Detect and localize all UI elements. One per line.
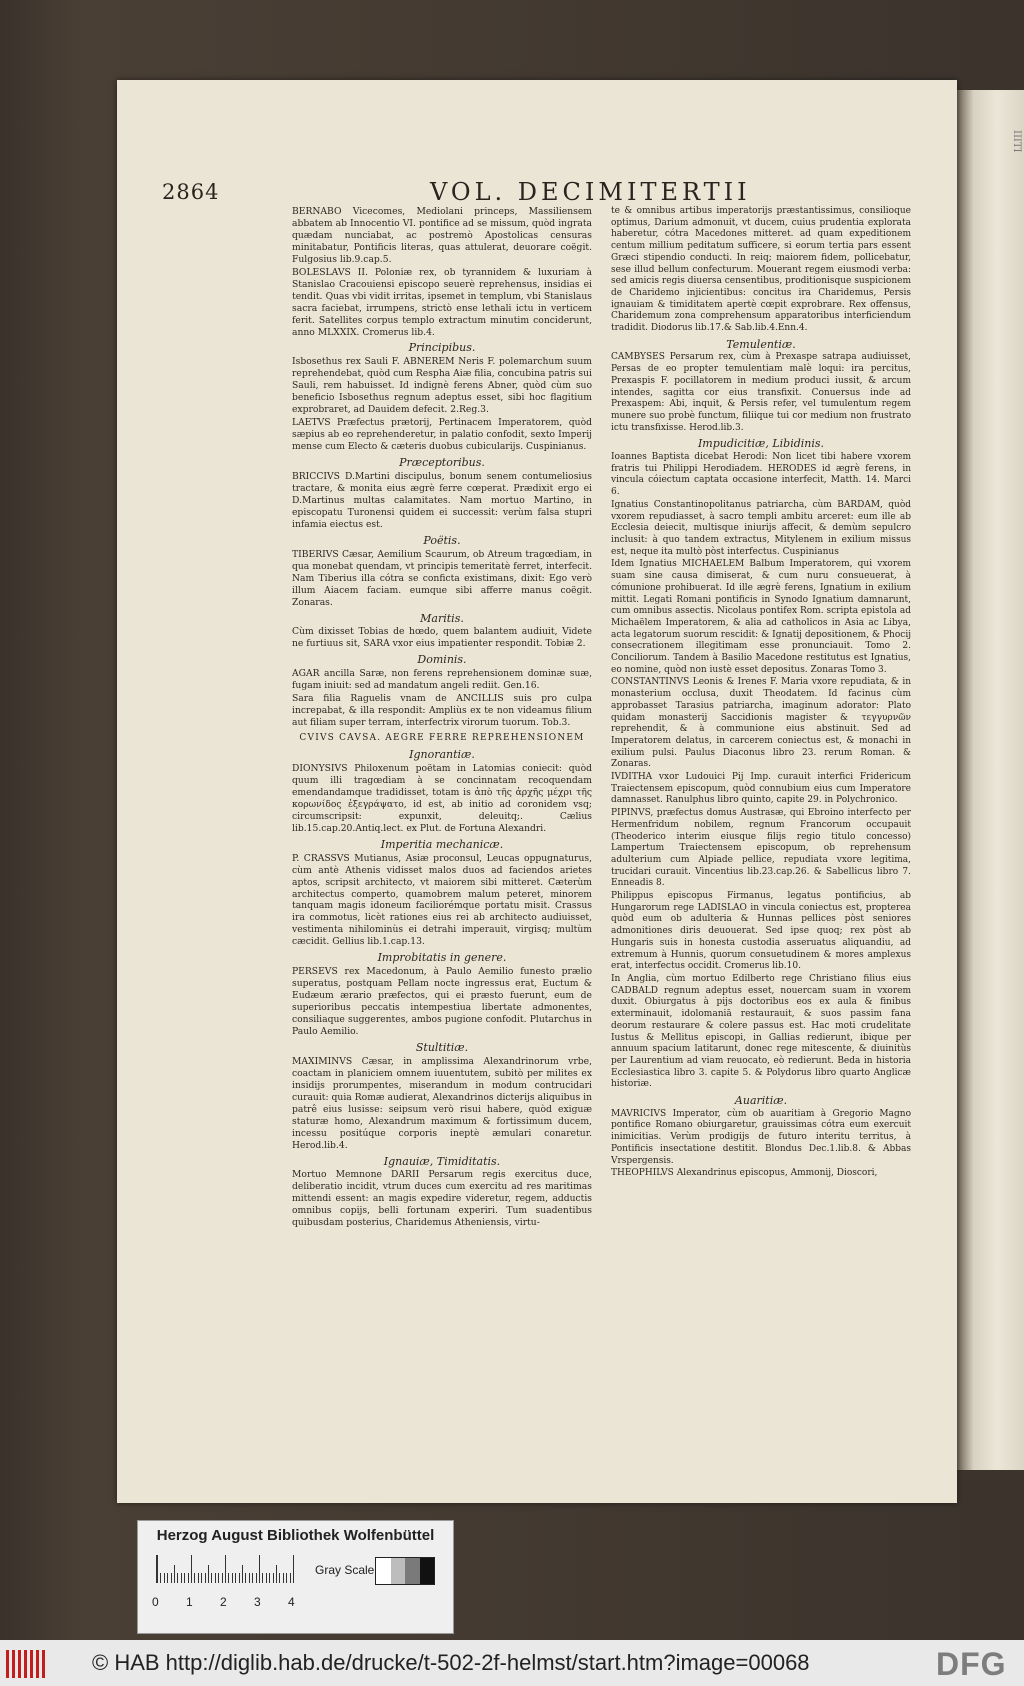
section-heading: Maritis.: [420, 611, 464, 625]
ruler-tick: [286, 1573, 287, 1583]
paragraph: DIONYSIVS Philoxenum poëtam in Latomias coniecit: quòd quum illi tragœdiam à se concinnatam recoquendam emendandamque tradidisset, totam is ἀπὸ τῆς ἀρχῆς μέχρι τῆς κορωνίδος ἐξεγράψατο, id est, ab initio ad coronidem vsq; circumscripsit: expunxit, deleuitq;. Cælius lib.15.cap.20.Antiq.lect. ex Plut. de Fortuna Alexandri.: [292, 762, 592, 834]
paragraph: te & omnibus artibus imperatorijs præstantissimus, consilioque optimus, Darium admonuit, vt ducem, cuius prudentia explorata haberetur, cótra Macedones mitteret. ad quam expeditionem centum millium peditatum sufficere, si eorum tertia pars essent Græci stipendio conducti. In reiq; maiorem fidem, pollicebatur, sese illud bellum confecturum. Mouerant regem eiusmodi verba: sed amicis regis diuersa censentibus, proditionisque suspicionem de Charidemo injicientibus: concitus ira Charidemus, Persis ignauiam & timiditatem apertè cœpit exprobrare. Rex offensus, Charidemum zona comprehensum apparatoribus interficiendum tradidit. Diodorus lib.17.& Sab.lib.4.Enn.4.: [611, 206, 911, 334]
gray-step: [376, 1558, 391, 1584]
ruler-tick: [164, 1573, 165, 1583]
section-heading: Auaritiæ.: [734, 1094, 788, 1108]
ruler-tick: [205, 1573, 206, 1583]
gray-scale-label: Gray Scale: [315, 1563, 375, 1577]
section-heading: Præceptoribus.: [399, 456, 485, 470]
ruler-tick: [225, 1555, 226, 1583]
ruler-tick: [201, 1573, 202, 1583]
paragraph: Sara filia Raguelis vnam de ANCILLIS suis pro culpa increpabat, & illa respondit: Ampliùs ex te non videamus filium aut filiam super terram, interfectrix virorum tuorum. Tob.3.: [292, 693, 592, 729]
ruler-tick: [181, 1573, 182, 1583]
paragraph: Cùm dixisset Tobias de hœdo, quem balantem audiuit, Videte ne furtiuus sit, SARA vxor eius impatienter respondit. Tobiæ 2.: [292, 626, 592, 650]
text-column-left: [292, 206, 592, 1230]
text-column-right: [611, 206, 911, 1181]
ruler-tick: [252, 1573, 253, 1583]
paragraph: BRICCIVS D.Martini discipulus, bonum senem contumeliosius tractare, & monita eius ægrè ferre cœperat. Prædixit ergo ei D.Martinus multas calamitates. Nam mortuo Martino, in episcopatu Turonensi quidem ei successit: verùm falsa stupri infamia eiectus est.: [292, 471, 592, 530]
page-number: 2864: [162, 180, 220, 204]
ruler-tick: [279, 1573, 280, 1583]
ruler-tick: [177, 1573, 178, 1583]
paragraph: Mortuo Memnone DARII Persarum regis exercitus duce, deliberatio incidit, vtrum duces cum exercitu ad res maritimas mittendi essent: an magis expedire videretur, regem, adductis omnibus copijs, belli fortunam experiri. Tum suadentibus quibusdam posterius, Charidemus Atheniensis, virtu-: [292, 1169, 592, 1229]
ruler-tick: [249, 1573, 250, 1583]
ruler-tick: [290, 1573, 291, 1583]
ruler-tick: [167, 1573, 168, 1583]
ruler-tick: [194, 1573, 195, 1583]
gray-step: [405, 1558, 420, 1584]
section-heading: Ignorantiæ.: [409, 748, 475, 762]
ruler-tick: [262, 1573, 263, 1583]
section-heading: Impudicitiæ, Libidinis.: [697, 437, 825, 451]
section-heading: Principibus.: [408, 341, 476, 355]
ruler-tick: [211, 1573, 212, 1583]
ruler-tick: [184, 1573, 185, 1583]
ruler-tick: [188, 1573, 189, 1583]
library-name: Herzog August Bibliothek Wolfenbüttel: [156, 1527, 435, 1544]
paragraph: IVDITHA vxor Ludouici Pij Imp. curauit interfici Fridericum Traiectensem episcopum, quòd connubium eius cum Imperatore damnasset. Ranulphus libro quinto, capite 29. in Polychronico.: [611, 772, 911, 806]
paragraph: In Anglia, cùm mortuo Edilberto rege Christiano filius eius CADBALD regnum adeptus esset, nouercam suam in vxorem duxit. Obiurgatus à pijs doctoribus eos ex aula & finibus exterminauit, idolomaniā restaurauit, & suos passim fana deorum restaurare & colere passus est. Hac moti crudelitate Iustus & Mellitus episcopi, in Gallias redierunt, ibique per annuum spacium latitarunt, donec rege mitescente, & diuinitùs per Laurentium ad viam reuocato, eò redierunt. Beda in historia Ecclesiastica libro 3. capite 5. & Polydorus libro quarto Anglicæ historiæ.: [611, 974, 911, 1090]
paragraph: Isbosethus rex Sauli F. ABNEREM Neris F. polemarchum suum reprehendebat, quòd cum Respha Aiæ filia, concubina patris sui Sauli, rem habuisset. Id indignè ferens Abner, quòd cùm suo beneficio Isbosethus regnum adeptus esset, sibi hoc flagitium exprobraret, ad Dauidem defecit. 2.Reg.3.: [292, 356, 592, 416]
ruler-tick: [228, 1573, 229, 1583]
hab-logo-icon: [6, 1650, 46, 1678]
ruler-tick: [160, 1573, 161, 1583]
gray-step: [391, 1558, 406, 1584]
paragraph: BOLESLAVS II. Poloniæ rex, ob tyrannidem & luxuriam à Stanislao Cracouiensi episcopo seuerè reprehensus, insidias ei tendit. Quas vbi vidit irritas, ipsemet in templum, vbi Stanislaus sacra faciebat, irrumpens, strictò ense lethali ictu in verticem ferit. Satellites corpus templo extractum minutim conciderunt, anno MLXXIX. Cromerus lib.4.: [292, 266, 592, 338]
ruler-tick: [232, 1573, 233, 1583]
ruler-number: 4: [288, 1595, 295, 1609]
paragraph: P. CRASSVS Mutianus, Asiæ proconsul, Leucas oppugnaturus, cùm antè Athenis vidisset malos duos ad faciendos arietes aptos, scripsit architecto, vt maiorem sibi mitteret. Cæterùm architectus comperto, quamobrem malum peteret, minorem tanquam magis idoneum faciliorémque portatu misit. Crassus ira commotus, licèt rationes eius rei ab architecto audiuisset, vestimenta nihilominùs ei detrahi imperauit, virgisq; multùm cæcidit. Gellius lib.1.cap.13.: [292, 852, 592, 948]
paragraph: Ioannes Baptista dicebat Herodi: Non licet tibi habere vxorem fratris tui Philippi Herodiadem. HERODES id ægrè ferens, in vincula cóiectum captata occasione interfecit, Matth. 14. Marci 6.: [611, 452, 911, 498]
ruler-tick: [174, 1565, 175, 1583]
section-heading: Ignauiæ, Timiditatis.: [383, 1154, 501, 1168]
ruler-tick: [198, 1573, 199, 1583]
ruler-tick: [242, 1565, 243, 1583]
paragraph: MAVRICIVS Imperator, cùm ob auaritiam à Gregorio Magno pontifice Romano obiurgaretur, grauissimas cótra eum exercuit inimicitias. Verùm prodigijs de futuro interitu territus, à Pontificis insectatione destitit. Blondus Dec.1.lib.8. & Abbas Vrspergensis.: [611, 1108, 911, 1166]
ruler-tick: [222, 1573, 223, 1583]
scale-ruler: [156, 1555, 287, 1583]
adjacent-page-edge: [957, 90, 1024, 1470]
section-heading: Temulentiæ.: [726, 337, 796, 351]
ruler-tick: [283, 1573, 284, 1583]
ruler-numbers: [152, 1595, 312, 1609]
adjacent-page-text: IIITI: [1011, 130, 1022, 153]
paragraph: Ignatius Constantinopolitanus patriarcha, cùm BARDAM, quòd vxorem repudiasset, à sacro templi ambitu arceret: eum ille ab Ecclesia deiecit, multisque iniurijs affecit, & demùm sepulcro inclusit: à quo tandem extractus, Mitylenem in exilium missus est, neque ita multò pòst interfectus. Cuspinianus: [611, 499, 911, 557]
paragraph: TIBERIVS Cæsar, Aemilium Scaurum, ob Atreum tragœdiam, in qua monebat quendam, vt principis temeritatè ferret, interfecit. Nam Tiberius illa cótra se conficta existimans, dixit: Ego verò illum Aiacem faciam. eumque sibi afferre manus coëgit. Zonaras.: [292, 548, 592, 608]
page-header: [162, 178, 822, 208]
ruler-tick: [235, 1573, 236, 1583]
ruler-number: 1: [186, 1595, 193, 1609]
section-heading: Poëtis.: [423, 533, 461, 547]
paragraph: MAXIMINVS Cæsar, in amplissima Alexandrinorum vrbe, coactam in planiciem omnem iuuentutem, subitò per milites ex insidijs prorumpentes, miserandum in modum contrucidari curauit: quia Romæ audierat, Alexandrinos dicterijs aliquibus in patrê eius lusisse: seipsum verò risui habere, quòd exiguæ staturæ homo, Alexandrum maximum & fortissimum ducem, incessu positúque corporis ineptè æmulari conaretur. Herod.lib.4.: [292, 1055, 592, 1151]
ruler-tick: [276, 1565, 277, 1583]
paragraph: CAMBYSES Persarum rex, cùm à Prexaspe satrapa audiuisset, Persas de eo propter temulentiam malè loqui: ira percitus, Prexaspis F. pocillatorem in medium produci iussit, & arcum intendes, sagitta cor eius transfixit. Conuersus inde ad Prexaspem: Abi, inquit, & Persis refer, vel tumulentum regem munere suo probè functum, filiique tui cor medium non frustrato ictu transfixisse. Herod.lib.3.: [611, 352, 911, 433]
ruler-tick: [256, 1573, 257, 1583]
footer-copyright-url: © HAB http://diglib.hab.de/drucke/t-502-2f-helmst/start.htm?image=00068: [92, 1650, 810, 1675]
ruler-tick: [293, 1555, 294, 1583]
ruler-number: 3: [254, 1595, 261, 1609]
ruler-tick: [266, 1573, 267, 1583]
ruler-tick: [269, 1573, 270, 1583]
gray-scale-swatch: [375, 1557, 435, 1585]
footer-bar: [0, 1640, 1024, 1686]
ruler-number: 0: [152, 1595, 159, 1609]
dfg-logo: DFG: [936, 1646, 1007, 1682]
paragraph: PERSEVS rex Macedonum, à Paulo Aemilio funesto prælio superatus, postquam Pellam nocte ingressus erat, Euctum & Eudæum ærario præfectos, qui ei præsto fuerunt, eum de superioribus peccatis intempestiua libertate admonentes, consiliaque suggerentes, ambos pugione confodit. Plutarchus in Paulo Aemilio.: [292, 966, 592, 1037]
ruler-tick: [273, 1573, 274, 1583]
paragraph: THEOPHILVS Alexandrinus episcopus, Ammonij, Dioscori,: [611, 1168, 878, 1179]
ruler-tick: [191, 1555, 192, 1583]
ruler-tick: [218, 1573, 219, 1583]
paragraph: Philippus episcopus Firmanus, legatus pontificius, ab Hungarorum rege LADISLAO in vincula coniectus est, propterea quòd eum ob adulteria & Hunnas pellices pòst seniores admonitiones diris deuouerat. Sed ipse quoq; rex pòst ab Hungaris suis in honesta custodia asseruatus aliquandiu, ad extremum à Hunnis, quorum consuetudinem & mores amplexus erat, interfectus occidit. Cromerus lib.10.: [611, 891, 911, 972]
ruler-tick: [208, 1565, 209, 1583]
chapter-heading: CVIVS CAVSA. AEGRE FERRE REPREHENSIONEM: [299, 733, 585, 744]
running-head: VOL. DECIMITERTII: [430, 178, 751, 206]
paragraph: BERNABO Vicecomes, Mediolani princeps, Massiliensem abbatem ab Innocentio VI. pontifice ad se missum, quòd ingrata quædam nunciabat, ac postremò Apostolicas censuras minitabatur, Pontificis literas, quas attulerat, deuorare coëgit. Fulgosius lib.9.cap.5.: [292, 206, 592, 265]
gray-step: [420, 1558, 435, 1584]
ruler-number: 2: [220, 1595, 227, 1609]
section-heading: Stultitiæ.: [415, 1040, 469, 1054]
library-calibration-card: [137, 1520, 454, 1634]
section-heading: Improbitatis in genere.: [377, 951, 507, 965]
ruler-tick: [239, 1573, 240, 1583]
section-heading: Imperitia mechanicæ.: [380, 837, 504, 851]
paragraph: PIPINVS, præfectus domus Austrasæ, qui Ebroino interfecto per Hermenfridum nobilem, regnum Francorum occupauit (Theoderico interim eiusque filijs regio titulo concesso) Lampertum Traiectensem episcopum, ob reprehensum adulterium cum Alpiade pellice, repudiata vxore legitima, trucidari curauit. Vincentius lib.23.cap.26. & Sabellicus libro 7. Enneadis 8.: [611, 808, 911, 889]
ruler-tick: [259, 1555, 260, 1583]
section-heading: Dominis.: [417, 653, 467, 667]
paragraph: Idem Ignatius MICHAELEM Balbum Imperatorem, qui vxorem suam sine causa dimiserat, & cum nuru consueuerat, à cómunione prohibuerat. Id ille ægrè ferens, Ignatium in exilium mittit. Legati Romani pontificis in Synodo Ignatium damnarunt, cum omnibus assectis. Nicolaus pontifex Rom. scripta epistola ad Michaëlem Imperatorem, & alia ad catholicos in Asia ac Libya, acta legatorum suorum rescidit: & Ignatij depositionem, & Phocij consecrationem illegitimam esse pronunciauit. Tomo 2. Conciliorum. Tandem à Basilio Macedone restitutus est Ignatius, eo nomine, quòd non iustè esset depositus. Zonaras Tomo 3.: [611, 559, 911, 675]
ruler-tick: [157, 1555, 158, 1583]
paragraph: CONSTANTINVS Leonis & Irenes F. Maria vxore repudiata, & in monasterium occlusa, duxit Theodatem. Id facinus cùm approbasset Tarasius patriarcha, imaginum adorator: Plato quidam monasterij Saccidionis magister & τεγγυρνῶν reprehendit, & à communione eius abstinuit. Sed ad Imperatorem delatus, in carcerem coniectus est, & monachi in exilium pulsi. Paulus Diaconus libro 23. rerum Roman. & Zonaras.: [611, 677, 911, 770]
ruler-tick: [215, 1573, 216, 1583]
paragraph: AGAR ancilla Saræ, non ferens reprehensionem dominæ suæ, fugam iniuit: sed ad mandatum angeli rediit. Gen.16.: [292, 668, 592, 692]
ruler-tick: [171, 1573, 172, 1583]
ruler-tick: [245, 1573, 246, 1583]
paragraph: LAETVS Præfectus prætorij, Pertinacem Imperatorem, quòd sæpius ab eo reprehenderetur, in palatio confodit, sexto Imperij mense cum Electo & cæteris duobus cubicularijs. Cuspinianus.: [292, 417, 592, 453]
